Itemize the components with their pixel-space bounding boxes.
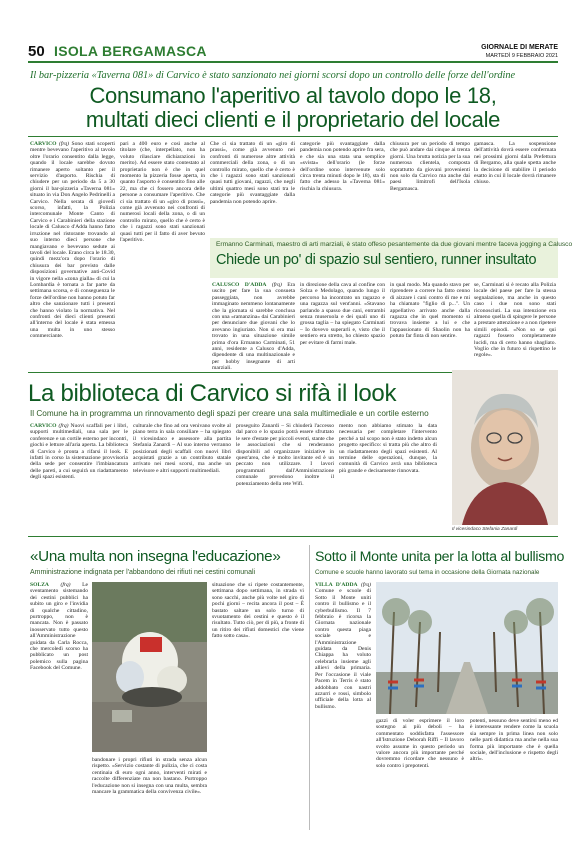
- article2-column-3: in qual modo. Ma quando stavo per riprendere a correre ha fatto cenno di aizzare i cani contro di me e mi ha chiamato "figlio di p...". Un appellativo arrivato anche dalla ragazza che in quel momento si trovava insieme a lui e che l'appassionato di Shaolin non ha potuto far finta di non sentire.: [390, 282, 470, 340]
- article1-column-3: Che ci sia trattato di un «giro di prassi», come già avvenuto nei confronti di numerose altre attività commerciali della zona, o di un controllo mirato, quello che è certo è che i ragazzi sono stati sanzionati quasi tutti giovani, ragazzi, che negli ultimi quattro mesi sono stati tra le categorie più svantaggiate dalla pandemia non potendo aprire.: [210, 141, 295, 205]
- article2-byline: (frq): [271, 282, 282, 288]
- article2-column-1: [212, 282, 295, 372]
- article5-column-1: [315, 582, 371, 827]
- article2-column-4: se, Carminati si è recato alla Polizia locale del paese per fare la stessa segnalazione, ma anche in questo caso i due non sono stati riconosciuti. La sua intenzione era almeno quella di spingere le persone a prestare attenzione e a non ripetere simili episodi. «Non so se qui ragazzi fossero completamente lucidi, ma di certo hanno sbagliato. Voglio che in futuro si rispettino le regole».: [474, 282, 556, 359]
- article3-headline: La biblioteca di Carvico si rifà il look: [28, 380, 397, 407]
- avenue-photo: [376, 582, 558, 714]
- article1-dateline: CARVICO: [30, 141, 57, 147]
- article3-column-3: proseguito Zanardi – Si chiuderà l'accesso dal parco e lo spazio potrà essere sfruttato le sere d'estate per piccoli eventi, stante che le associazioni che si renderanno disponibili ad organizzare iniziative in quest'area, che è molto invitante ed è un peccato non utilizzare. I lavori programmati dall'Amministrazione comunale prevedono inoltre il potenziamento della rete Wifi.: [236, 423, 334, 487]
- publication-masthead: [481, 44, 558, 60]
- portrait-illustration: [452, 370, 558, 525]
- section-title: ISOLA BERGAMASCA: [54, 43, 207, 59]
- article1-column-4: categorie più svantaggiate dalla pandemia non potendo aprire fra sera, e che sia una stata una semplice «svista» dell'orario (le forze dell'ordine sono intervenute solo circa trenta minuti dopo le 18), sta di fatto che adesso la «Taverna 081» rischia la chiusura.: [300, 141, 385, 192]
- article1-column-2: pari a 400 euro e così anche al titolare (che, interpellato, non ha voluto rilasciare dichiarazioni in merito). Ad essere stato contestato al proprietario non è che in quel momento la pizzeria fosse aperta, in quanto l'asporto è consentito fino alle 22, ma che ci fossero ancora delle persone a consumare l'aperitivo. Che ci sia trattato di un «giro di prassi», come già avvenuto nei confronti di numerosi locali della zona, o di un controllo mirato, quello che è certo è che i ragazzi sono stati sanzionati quasi tutti per il fatto di aver bevuto l'aperitivo.: [120, 141, 205, 244]
- article5-dateline: VILLA D'ADDA: [315, 582, 358, 588]
- article1-column-1: [30, 141, 115, 366]
- article2-text-1: Era uscito per fare la sua consueta passeggiata, non avrebbe immaginato nemmeno lontanamente che la giornata si sarebbe conclusa con una «ramanzina» dai Carabinieri per denunciare due giovani che lo avevano ingiuriato. Non si era mai trovato in una situazione simile prima d'ora Ermanno Carminati, 51 anni, residente a Calusco d'Adda, dipendente di una multinazionale e per hobby insegnante di arti marziali.: [212, 282, 295, 372]
- article5-kicker: Comune e scuole hanno lavorato sul tema in occasione della Giornata nazionale: [315, 569, 540, 576]
- article1-headline-line2: multati dieci clienti e il proprietario del locale: [85, 107, 501, 132]
- article5-column-2: gazzi di voler esprimere il loro sostegno ai più deboli – ha commentato soddisfatta l'assessore all'Istruzione Deborah Riffi – Il lavoro svolto assume in questo periodo un valore ancora più importante perché dovremmo ricordare che nessuno è solo contro i prepotenti.: [376, 718, 464, 769]
- article4-kicker: Amministrazione indignata per l'abbandono dei rifiuti nei cestini comunali: [30, 569, 256, 576]
- article4-text-1: Le sventamento sistemando dei cestini pubblici ha subito un giro e l'invidia di qualche cittadino, purtroppo, non è mancata. Non è passato inosservato tutto questo all'Amministrazione guidata da Carla Rocca, che mercoledì scorso ha pubblicato un post polemico sulla pagina Facebook del Comune.: [30, 582, 88, 672]
- article4-dateline: SOLZA: [30, 582, 49, 588]
- article4-headline: «Una multa non insegna l'educazione»: [30, 548, 281, 565]
- article5-column-3: potenti, nessuno deve sentirsi meno ed è interessante rendere come la scuola sia sempre in prima linea non solo nelle parti didattica ma anche nella sua forma più importante che è quella sociale, dell'inclusione e rispetto degli altri».: [470, 718, 558, 763]
- article1-headline-line1: Consumano l'aperitivo al tavolo dopo le 18,: [89, 83, 497, 108]
- article4-byline: (frq): [60, 582, 71, 588]
- article1-text-1: Sono stati scoperti mentre bevevano l'aperitivo al tavolo oltre l'orario consentito dalla legge, quando il locale sarebbe dovuto rimanere aperto soltanto per il servizio d'asporto. Rischia di chiudere per un periodo da 5 a 30 giorni il bar-pizzeria «Taverna 081» situato in via Don Angelo Pedrinelli a Carvico. Nella serata di giovedì scorso, infatti, la Polizia intercomunale Monte Canto di Carvico e i Carabinieri della stazione locale di Calusco d'Adda hanno fatto irruzione nel ristorante trovando al suo interno dieci persone che mangiavano e bevevano sedute ai tavoli del locale. Erano circa le 18.30, quindi mezz'ora dopo l'orario di chiusura dei bar previsto dalle disposizioni governative anti-Covid in vigore nella «zona gialla» di cui la Lombardia è tornata a far parte da settimana scorsa, e di conseguenza le forze dell'ordine non hanno potuto far altro che sanzionare tutti i presenti che hanno violato la normativa. Nel confronti dei dieci clienti presenti all'interno del locale è stata emessa una multa in uno stesso commerciante.: [30, 141, 115, 340]
- photo-caption: Il vicesindaco Stefania Zanardi: [452, 527, 518, 532]
- article3-kicker: Il Comune ha in programma un rinnovamento degli spazi per creare una sala multimediale e un cortile esterno: [30, 409, 429, 418]
- article3-column-2: culturale che fino ad ora venivano svolte al piano terra in sala consiliare – ha spiegato il vicesindaco e assessore alla partita Stefania Zanardi – Al suo interno verranno posizionati degli scaffali con nuovi libri acquistati grazie a un contributo statale arrivato nei mesi scorsi, ma anche un televisore e altri supporti multimediali.: [133, 423, 231, 474]
- article5-text-1: Comune e scuole di Sotto il Monte uniti contro il bullismo e il cyberbullismo. Il 7 febbraio è ricorsa la Giornata nazionale contro questa piaga sociale e l'Amministrazione guidata da Denis Chiappa ha voluto celebrarla insieme agli allievi della primaria. Per l'occasione il viale Pacem in Terris è stato addobbato con nastri azzurri e rossi, simbolo ufficiale della lotta al bullismo.: [315, 588, 371, 710]
- publication-date: MARTEDÌ 9 FEBBRAIO 2021: [485, 53, 558, 59]
- article2-column-2: in direzione della cava al confine con Solza e Medolago, quando lungo il percorso ha incontrato un ragazzo e una ragazza sul vent'anni. «Stavano parlando a spasso due cani, entrambi senza museruola e dei quali uno di grossa taglia – ha spiegato Carminati – Io dovevo superarli e, visto che il sentiero era stretto, ho chiesto spazio per evitare di farmi male.: [300, 282, 385, 346]
- article1-kicker: Il bar-pizzeria «Taverna 081» di Carvico è stato sanzionato nei giorni scorsi dopo un controllo delle forze dell'ordine: [30, 70, 516, 81]
- article1-column-6: gamasca. La sospensione dell'attività dovrà essere confermata nei prossimi giorni dalla Prefettura di Bergamo, alla quale spetta anche la decisione di stabilire il periodo esatto in cui il locale dovrà rimanere chiuso.: [474, 141, 556, 186]
- column-separator: [309, 545, 310, 830]
- page-number: 50: [28, 43, 45, 60]
- article3-column-4: mento non abbiamo stimato la data necessaria per completare l'intervento perché a tal scopo non è stato indetto alcun progetto specifico: si tratta più che altro di un riadattamento degli spazi esistenti. Al termine delle operazioni, dunque, la comunità di Carvico avrà una biblioteca più grande e decisamente rinnovata.: [339, 423, 437, 474]
- page-header: [28, 43, 558, 63]
- article5-byline: (frq): [360, 582, 371, 588]
- article3-byline: (frq): [58, 423, 69, 429]
- article4-column-3: situazione che si ripete costantemente, settimana dopo settimana, in strada vi sono sacchi, anche più volte nel giro di pochi giorni – recita ancora il post – È bastato saltare un solo turno di svuotamento dei cestini e questo è il risultato. Tutto ciò, per di più, a fronte di un ritiro dei rifiuti domestici che viene fatto sotto casa».: [212, 582, 304, 640]
- trash-bin-illustration: [92, 582, 207, 752]
- portrait-photo: [452, 370, 558, 525]
- publication-name: GIORNALE DI MERATE: [481, 44, 558, 51]
- avenue-trees-illustration: [376, 582, 558, 714]
- article1-headline: [28, 84, 558, 132]
- article2-dateline: CALUSCO D'ADDA: [212, 282, 267, 288]
- article2-kicker: Ermanno Carminati, maestro di arti marziali, è stato offeso pesantemente da due giovani mentre faceva jogging a Calusco: [216, 241, 573, 248]
- article1-byline: (frq): [59, 141, 70, 147]
- article3-dateline: CARVICO: [30, 423, 57, 429]
- article5-headline: Sotto il Monte unita per la lotta al bullismo: [315, 549, 565, 565]
- article4-column-2: bandonare i propri rifiuti in strada senza alcun rispetto. «Servizio costante di pulizia, che ci costa centinaia di euro ogni anno, interventi mirati e raccolte differenziate ma non bastano. Purtroppo l'educazione non si insegna con una multa, sembra mancare la grammatica della convivenza civile».: [92, 757, 207, 796]
- trash-photo: [92, 582, 207, 752]
- article3-column-1: [30, 423, 128, 521]
- article1-column-5: chiusura per un periodo di tempo che può andare dai cinque ai trenta giorni. Una brutta notizia per la sua numerosa clientela, composta soprattutto da giovani provenienti non solo da Carvico ma anche dai paesi limitrofi dell'Isola Bergamasca.: [390, 141, 470, 192]
- article4-column-1: [30, 582, 88, 827]
- article3-text-1: Nuovi scaffali per i libri, supporti multimediali, una sala per le conferenze e un cortile esterno per incontri, giochi e letture all'aria aperta. La biblioteca di Carvico è pronta a rifarsi il look. E infatti in corso la sistemazione provvisoria della sede per consentire l'imbiancatura delle pareti, a cui seguirà un riadattamento degli spazi esistenti.: [30, 423, 129, 481]
- article2-headline: Chiede un po' di spazio sul sentiero, runner insultato: [216, 252, 537, 268]
